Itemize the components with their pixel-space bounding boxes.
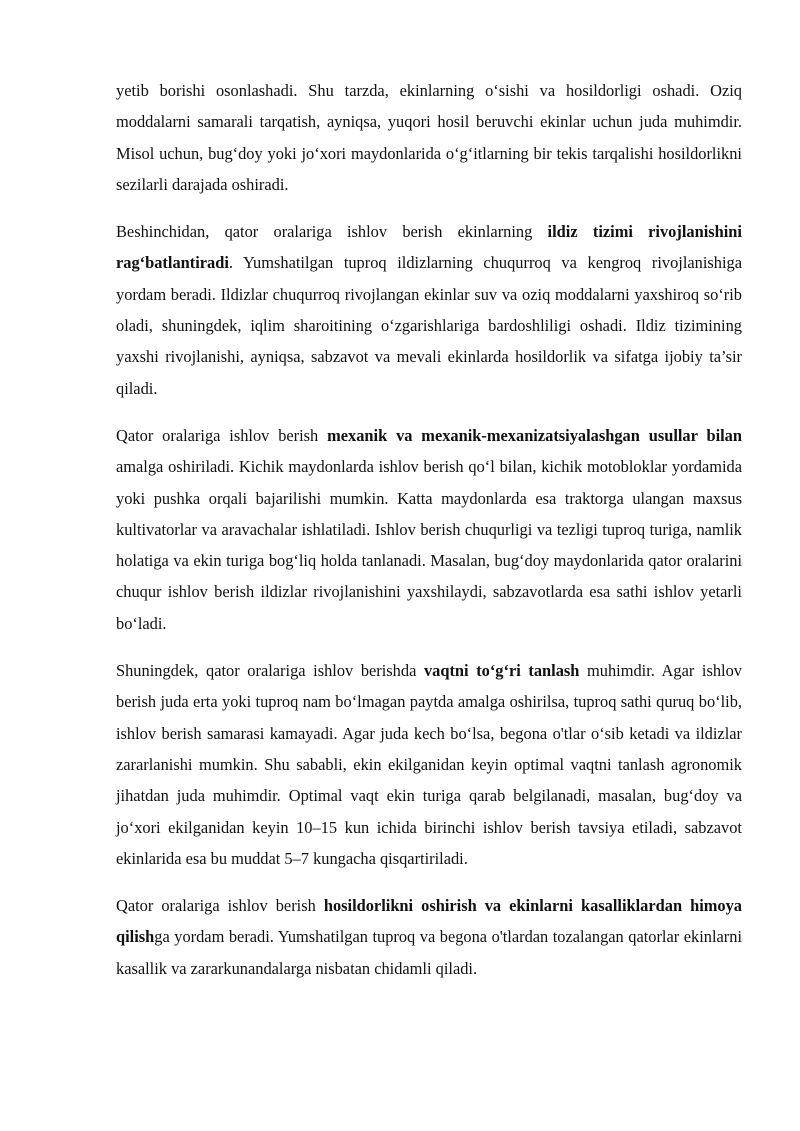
paragraph-2-text-a: Beshinchidan, qator oralariga ishlov berish ekinlarning <box>116 222 548 242</box>
paragraph-1 <box>116 75 742 200</box>
paragraph-4-text-a: Shuningdek, qator oralariga ishlov berishda <box>116 661 424 681</box>
paragraph-5-text-b: ga yordam beradi. Yumshatilgan tuproq va begona o'tlardan tozalangan qatorlar ekinlarni kasallik va zararkunandalarga nisbatan chidamli qiladi. <box>116 927 742 978</box>
paragraph-1-text: yetib borishi osonlashadi. Shu tarzda, ekinlarning o‘sishi va hosildorligi oshadi. Oziq moddalarni samarali tarqatish, ayniqsa, yuqori hosil beruvchi ekinlar uchun juda muhimdir. Misol uchun, bug‘doy yoki jo‘xori maydonlarida o‘g‘itlarning bir tekis tarqalishi hosildorlikni sezilarli darajada oshiradi. <box>116 81 742 194</box>
document-body <box>116 75 742 1000</box>
paragraph-4-text-b: muhimdir. Agar ishlov berish juda erta yoki tuproq nam bo‘lmagan paytda amalga oshirilsa, tuproq sathi quruq bo‘lib, ishlov berish samarasi kamayadi. Agar juda kech bo‘lsa, begona o'tlar o‘sib ketadi va ildizlar zararlanishi mumkin. Shu sababli, ekin ekilganidan keyin optimal vaqtni tanlash agronomik jihatdan juda muhimdir. Optimal vaqt ekin turiga qarab belgilanadi, masalan, bug‘doy va jo‘xori ekilganidan keyin 10–15 kun ichida birinchi ishlov berish tavsiya etiladi, sabzavot ekinlarida esa bu muddat 5–7 kungacha qisqartiriladi. <box>116 661 742 868</box>
paragraph-5 <box>116 890 742 984</box>
paragraph-3-text-b: amalga oshiriladi. Kichik maydonlarda ishlov berish qo‘l bilan, kichik motobloklar yordamida yoki pushka orqali bajarilishi mumkin. Katta maydonlarda esa traktorga ulangan maxsus kultivatorlar va aravachalar ishlatiladi. Ishlov berish chuqurligi va tezligi tuproq turiga, namlik holatiga va ekin turiga bog‘liq holda tanlanadi. Masalan, bug‘doy maydonlarida qator oralarini chuqur ishlov berish ildizlar rivojlanishini yaxshilaydi, sabzavotlarda esa sathi ishlov yetarli bo‘ladi. <box>116 457 742 633</box>
paragraph-3-emphasis: mexanik va mexanik-mexanizatsiyalashgan usullar bilan <box>327 425 742 445</box>
paragraph-3 <box>116 420 742 639</box>
paragraph-4 <box>116 655 742 874</box>
paragraph-5-text-a: Qator oralariga ishlov berish <box>116 896 324 916</box>
paragraph-2-text-b: . Yumshatilgan tuproq ildizlarning chuqurroq va kengroq rivojlanishiga yordam beradi. Ildizlar chuqurroq rivojlangan ekinlar suv va oziq moddalarni yaxshiroq so‘rib oladi, shuningdek, iqlim sharoitining o‘zgarishlariga bardoshliligi oshadi. Ildiz tizimining yaxshi rivojlanishi, ayniqsa, sabzavot va mevali ekinlarda hosildorlik va sifatga ijobiy ta’sir qiladi. <box>116 253 742 398</box>
paragraph-3-text-a: Qator oralariga ishlov berish <box>116 425 328 445</box>
paragraph-2-emphasis: ildiz tizimi rivojlanishini rag‘batlantiradi <box>116 222 742 273</box>
paragraph-2 <box>116 216 742 404</box>
paragraph-4-emphasis: vaqtni to‘g‘ri tanlash <box>423 661 580 681</box>
paragraph-5-emphasis: hosildorlikni oshirish va ekinlarni kasalliklardan himoya qilish <box>116 896 743 947</box>
